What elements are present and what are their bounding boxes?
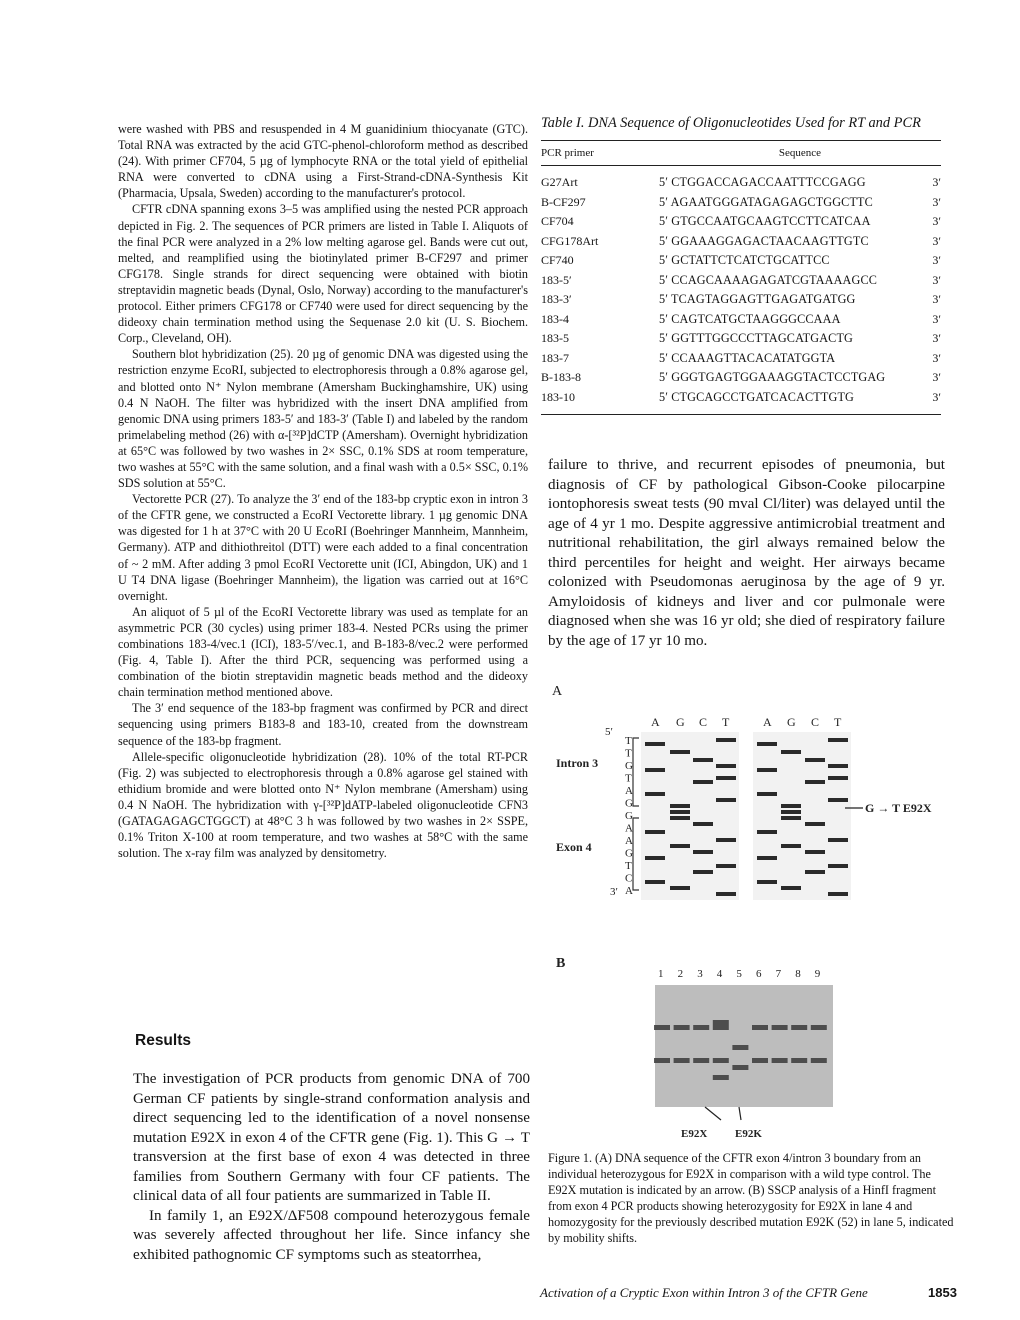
gel-band [781, 810, 801, 814]
left-column [118, 121, 528, 861]
gel-band [693, 850, 713, 854]
figure-caption: Figure 1. (A) DNA sequence of the CFTR exon 4/intron 3 boundary from an individual heterozygous for E92X in comparison with a wild type control. The E92X mutation is indicated by an arrow. (B) SSCP analysis of a HinfI fragment from exon 4 PCR products showing heterozygosity for E92X in lane 4 and homozygosity for the previously described mutation E92K (52) in lane 5, indicated by mobility shifts. [548, 1151, 954, 1246]
gel-band [805, 822, 825, 826]
gel-band [716, 776, 736, 780]
lane-letter: T [834, 715, 842, 729]
sequence-cell: 5′ TCAGTAGGAGTTGAGATGATGG [659, 292, 856, 307]
sequence-cell: 5′ AGAATGGGATAGAGAGCTGGCTTC [659, 194, 873, 209]
gel-band [670, 816, 690, 820]
sscp-band [654, 1058, 670, 1063]
gel-band [670, 844, 690, 848]
panel-a-label: A [552, 684, 563, 699]
end-cell: 3′ [932, 370, 941, 385]
sequence-letter-group [625, 735, 633, 897]
lane-number: 6 [756, 968, 762, 980]
lane-letter: G [787, 715, 796, 729]
table-row [541, 251, 941, 271]
gel-band [781, 816, 801, 820]
sscp-band [693, 1025, 709, 1030]
primer-cell: 183-5′ [541, 272, 572, 287]
end-cell: 3′ [932, 233, 941, 248]
intron-label: Intron 3 [556, 756, 599, 770]
figure-1 [545, 680, 965, 1140]
sscp-band [732, 1045, 748, 1050]
methods-paragraph: were washed with PBS and resuspended in 4 M guanidinium thiocyanate (GTC). Total RNA was extracted by the acid GTC-phenol-chloroform method as described (24). With primer CF704, 5 µg of lymphocyte RNA or the total yield of epithelial RNA were converted to cDNA using a First-Strand-cDNA-Synthesis Kit (Pharmacia, Upsala, Sweden) according to the manufacturer's protocol. [118, 122, 528, 201]
table-row [541, 271, 941, 291]
sscp-band [752, 1025, 768, 1030]
sscp-band [713, 1025, 729, 1030]
sscp-band [654, 1025, 670, 1030]
sequence-letter: T [625, 860, 632, 872]
gel-band [670, 804, 690, 808]
primer-cell: 183-3′ [541, 292, 572, 307]
sequence-letter: A [625, 885, 633, 897]
gel-band [670, 810, 690, 814]
sequence-cell: 5′ GTGCCAATGCAAGTCCTTCATCAA [659, 214, 871, 229]
table-row [541, 349, 941, 369]
results-paragraph: In family 1, an E92X/ΔF508 compound heterozygous female was severely affected throughout her life. Since infancy she exhibited pathognomic CF symptoms such as steatorrhea, [133, 1207, 530, 1263]
sscp-band [752, 1058, 768, 1063]
sscp-band [713, 1020, 729, 1025]
sscp-band [811, 1058, 827, 1063]
sequence-letter: G [625, 847, 633, 860]
gel-band [828, 838, 848, 842]
sequence-letter: G [625, 760, 633, 772]
methods-paragraph: The 3′ end sequence of the 183-bp fragment was confirmed by PCR and direct sequencing using primers B183-8 and 183-10, created from the downstream sequence of the 183-bp fragment. [118, 701, 528, 748]
sscp-band [772, 1025, 788, 1030]
oligonucleotide-table [541, 140, 941, 415]
sequence-cell: 5′ GCTATTCTCATCTGCATTCC [659, 253, 830, 268]
gel-band [645, 856, 665, 860]
gel-band [670, 750, 690, 754]
gel-band [716, 764, 736, 768]
gel-band [670, 886, 690, 890]
gel-band [828, 764, 848, 768]
table-row [541, 290, 941, 310]
sequence-letter: A [625, 785, 633, 797]
gel-band [645, 830, 665, 834]
lane-number: 7 [775, 968, 782, 980]
gel-band [805, 850, 825, 854]
table-row [541, 368, 941, 388]
gel-a-control [753, 732, 851, 900]
gel-band [781, 804, 801, 808]
gel-band [805, 780, 825, 784]
results-paragraph: The investigation of PCR products from genomic DNA of 700 German CF patients by single-strand conformation analysis and direct sequencing led to the identification of a novel nonsense mutation E92X in exon 4 of the CFTR gene (Fig. 1). This G → T transversion at the first base of exon 4 was detected in three families from Southern Germany with four CF patients. The clinical data of all four patients are summarized in Table II. [133, 1071, 530, 1204]
gel-band [757, 742, 777, 746]
sequence-cell: 5′ CAGTCATGCTAAGGGCCAAA [659, 311, 841, 326]
end-cell: 3′ [932, 253, 941, 268]
lane-number: 2 [677, 968, 684, 980]
prime-3-label: 3′ [610, 886, 618, 898]
gel-band [693, 822, 713, 826]
lane-number: 9 [814, 968, 821, 980]
sscp-band [791, 1058, 807, 1063]
primer-cell: CFG178Art [541, 233, 599, 248]
primer-cell: B-CF297 [541, 194, 586, 209]
gel-band [805, 870, 825, 874]
gel-band [805, 758, 825, 762]
end-cell: 3′ [931, 388, 941, 415]
sequence-letter: G [625, 797, 633, 810]
sequence-cell: 5′ GGTTTGGCCCTTAGCATGACTG [659, 331, 853, 346]
gel-band [757, 792, 777, 796]
gel-band [781, 886, 801, 890]
col-header-sequence: Sequence [659, 141, 941, 166]
gel-band [693, 758, 713, 762]
lane-letter: T [722, 715, 730, 729]
sequence-cell: 5′ CCAAAGTTACACATATGGTA [659, 350, 836, 365]
case-paragraph: failure to thrive, and recurrent episodes of pneumonia, but diagnosis of CF by pathological Gibson-Cooke pilocarpine iontophoresis sweat tests (90 mval Cl/liter) was delayed until the age of 4 yr 1 mo. Despite aggressive antimicrobial treatment and nutritional rehabilitation, the girl always remained below the third percentiles for height and weight. Her airways became colonized with Pseudomonas aeruginosa by the age of 9 yr. Amyloidosis of kidneys and liver and cor pulmonale were diagnosed when she was 16 yr old; she died of respiratory failure by the age of 17 yr 10 mo. [548, 457, 945, 649]
exon-bracket [633, 818, 639, 890]
e92k-pointer [739, 1107, 741, 1120]
lane-number: 5 [736, 968, 742, 980]
primer-cell: G27Art [541, 175, 578, 190]
sequence-letter: T [625, 747, 632, 760]
primer-cell: CF704 [541, 214, 574, 229]
gel-band [716, 892, 736, 896]
panel-b-label: B [556, 956, 566, 971]
sequence-cell: 5′ CTGGACCAGACCAATTTCCGAGG [659, 175, 866, 190]
sequence-letter: C [625, 872, 633, 885]
gel-band [757, 856, 777, 860]
sscp-band [732, 1065, 748, 1070]
results-heading: Results [135, 1032, 191, 1049]
lane-number: 8 [795, 968, 801, 980]
sscp-band [674, 1058, 690, 1063]
lane-letter: A [763, 715, 772, 729]
gel-band [757, 880, 777, 884]
gel-band [828, 776, 848, 780]
sequence-letter: A [625, 835, 633, 847]
table-row [541, 329, 941, 349]
sscp-band [811, 1025, 827, 1030]
table-row [541, 193, 941, 213]
table-row [541, 166, 941, 193]
sscp-band [693, 1058, 709, 1063]
running-title: Activation of a Cryptic Exon within Intron 3 of the CFTR Gene [540, 1285, 868, 1300]
gel-band [781, 844, 801, 848]
gel-band [716, 738, 736, 742]
right-column [541, 115, 955, 415]
primer-cell: B-183-8 [541, 370, 581, 385]
lane-number: 1 [658, 968, 664, 980]
sscp-band [791, 1025, 807, 1030]
intron-bracket [633, 738, 639, 806]
gel-band [757, 768, 777, 772]
lane-number: 4 [716, 968, 723, 980]
sequence-letter: G [625, 810, 633, 822]
sequence-letter: T [625, 735, 632, 747]
end-cell: 3′ [932, 311, 941, 326]
lane-letter-group [651, 715, 842, 729]
gel-band [828, 798, 848, 802]
end-cell: 3′ [932, 175, 941, 190]
gel-band [828, 892, 848, 896]
sscp-band [713, 1058, 729, 1063]
lane-number-group [658, 968, 821, 980]
e92x-pointer [705, 1107, 721, 1120]
lane-letter: A [651, 715, 660, 729]
mutation-label: G → T E92X [865, 801, 932, 815]
lane-number: 3 [697, 968, 703, 980]
primer-cell: 183-5 [541, 331, 569, 346]
sequence-cell: 5′ CTGCAGCCTGATCACACTTGTG [659, 388, 931, 415]
sequence-cell: 5′ GGAAAGGAGACTAACAAGTTGTC [659, 233, 869, 248]
end-cell: 3′ [932, 292, 941, 307]
table-row [541, 310, 941, 330]
lane-letter: C [699, 715, 708, 729]
primer-cell: CF740 [541, 253, 574, 268]
sequence-letter: T [625, 772, 632, 785]
e92x-label: E92X [681, 1128, 708, 1140]
gel-band [645, 792, 665, 796]
gel-band [693, 780, 713, 784]
table-row [541, 232, 941, 252]
methods-paragraph: An aliquot of 5 µl of the EcoRI Vectorette library was used as template for an asymmetric PCR (30 cycles) using primer 183-4. Nested PCRs using the primer combinations 183-4/vec.1 (ICI), 183-5′/vec.1, and B-183-8/vec.2 were performed (Fig. 4, Table I). After the third PCR, sequencing was performed using a combination of the biotin streptavidin magnetic beads method and the dideoxy chain termination method mentioned above. [118, 604, 528, 700]
results-text [133, 1070, 530, 1265]
gel-band [716, 798, 736, 802]
primer-cell: 183-4 [541, 311, 569, 326]
end-cell: 3′ [932, 214, 941, 229]
methods-paragraph: Allele-specific oligonucleotide hybridization (28). 10% of the total RT-PCR (Fig. 2) was subjected to electrophoresis through a 0.8% agarose gel stained with ethidium bromide and were blotted onto N⁺ Nylon membrane (Amersham) using 0.4 N NaOH. The hybridization with γ-[³²P]dATP-labeled oligonucleotide CFN3 (GATAGAGAGCTGGCT) at 48°C 3 h was followed by two washes in 2× SSPE, 0.1% Triton X-100 at room temperature, and two washes at 58°C with the same solution. The x-ray film was analyzed by densitometry. [118, 749, 528, 861]
case-text [548, 456, 945, 651]
gel-band [645, 768, 665, 772]
e92k-label: E92K [735, 1128, 762, 1140]
sscp-band [674, 1025, 690, 1030]
prime-5-label: 5′ [605, 726, 613, 738]
primer-cell: 183-7 [541, 350, 569, 365]
table-title: Table I. DNA Sequence of Oligonucleotides Used for RT and PCR [541, 115, 921, 131]
sequence-cell: 5′ CCAGCAAAAGAGATCGTAAAAGCC [659, 272, 878, 287]
gel-band [781, 750, 801, 754]
end-cell: 3′ [932, 194, 941, 209]
gel-band [645, 742, 665, 746]
sscp-band [772, 1058, 788, 1063]
gel-band [828, 864, 848, 868]
sequence-letter: A [625, 822, 633, 835]
gel-band [693, 870, 713, 874]
table-row [541, 388, 941, 415]
end-cell: 3′ [932, 331, 941, 346]
primer-cell: 183-10 [541, 388, 659, 415]
gel-band [716, 838, 736, 842]
sscp-band [713, 1075, 729, 1080]
gel-band [645, 880, 665, 884]
methods-paragraph: Vectorette PCR (27). To analyze the 3′ end of the 183-bp cryptic exon in intron 3 of the CFTR gene, we constructed a EcoRI Vectorette library. 1 µg genomic DNA was digested for 1 h at 37°C with 20 U EcoRI (Boehringer Mannheim, Mannheim, Germany). ATP and dithiothreitol (DTT) were each added to a final concentration of ~ 2 mM. After adding 3 pmol EcoRI Vectorette unit (ICI, Abingdon, UK) and 1 U T4 DNA ligase (Boehringer Mannheim), the ligation was carried out at 16°C overnight. [118, 492, 528, 603]
end-cell: 3′ [932, 272, 941, 287]
methods-paragraph: CFTR cDNA spanning exons 3–5 was amplified using the nested PCR approach depicted in Fig. 2. The sequences of PCR primers are listed in Table I. Aliquots of the final PCR were analyzed in a 2% low melting agarose gel. Bands were cut out, melted, and reamplified using the biotinylated primer B-CF297 and primer CFG178. Single strands for direct sequencing were obtained with biotin streptavidin magnetic beads (Dynal, Oslo, Norway) according to the manufacturer's protocol. Either primers CFG178 or CF740 were used for direct sequencing by the dideoxy chain termination method using the Sequenase 2.0 kit (U. S. Biochem. Corp., Cleveland, OH). [118, 202, 528, 346]
methods-paragraph: Southern blot hybridization (25). 20 µg of genomic DNA was digested using the restriction enzyme EcoRI, subjected to electrophoresis through a 0.8% agarose gel, and blotted onto N⁺ Nylon membrane (Amersham Buckinghamshire, UK) using 0.4 N NaOH. The filter was hybridized with the insert DNA amplified from genomic DNA using primers 183-5′ and 183-3′ (Table I) and labeled by the random primelabeling method (26) with α-[³²P]dCTP (Amersham). Overnight hybridization at 65°C was followed by two washes in 2× SSC, 0.1% SDS at room temperature, two washes at 55°C with the same solution, and a final wash with a 0.5× SSC, 0.1% SDS solution at 55°C. [118, 347, 528, 491]
gel-band [716, 864, 736, 868]
end-cell: 3′ [932, 350, 941, 365]
exon-label: Exon 4 [556, 840, 592, 854]
gel-band [828, 738, 848, 742]
col-header-primer: PCR primer [541, 141, 659, 166]
sequence-cell: 5′ GGGTGAGTGGAAAGGTACTCCTGAG [659, 370, 886, 385]
lane-letter: G [676, 715, 685, 729]
table-row [541, 212, 941, 232]
gel-band [757, 830, 777, 834]
page-number: 1853 [928, 1285, 957, 1300]
lane-letter: C [811, 715, 820, 729]
